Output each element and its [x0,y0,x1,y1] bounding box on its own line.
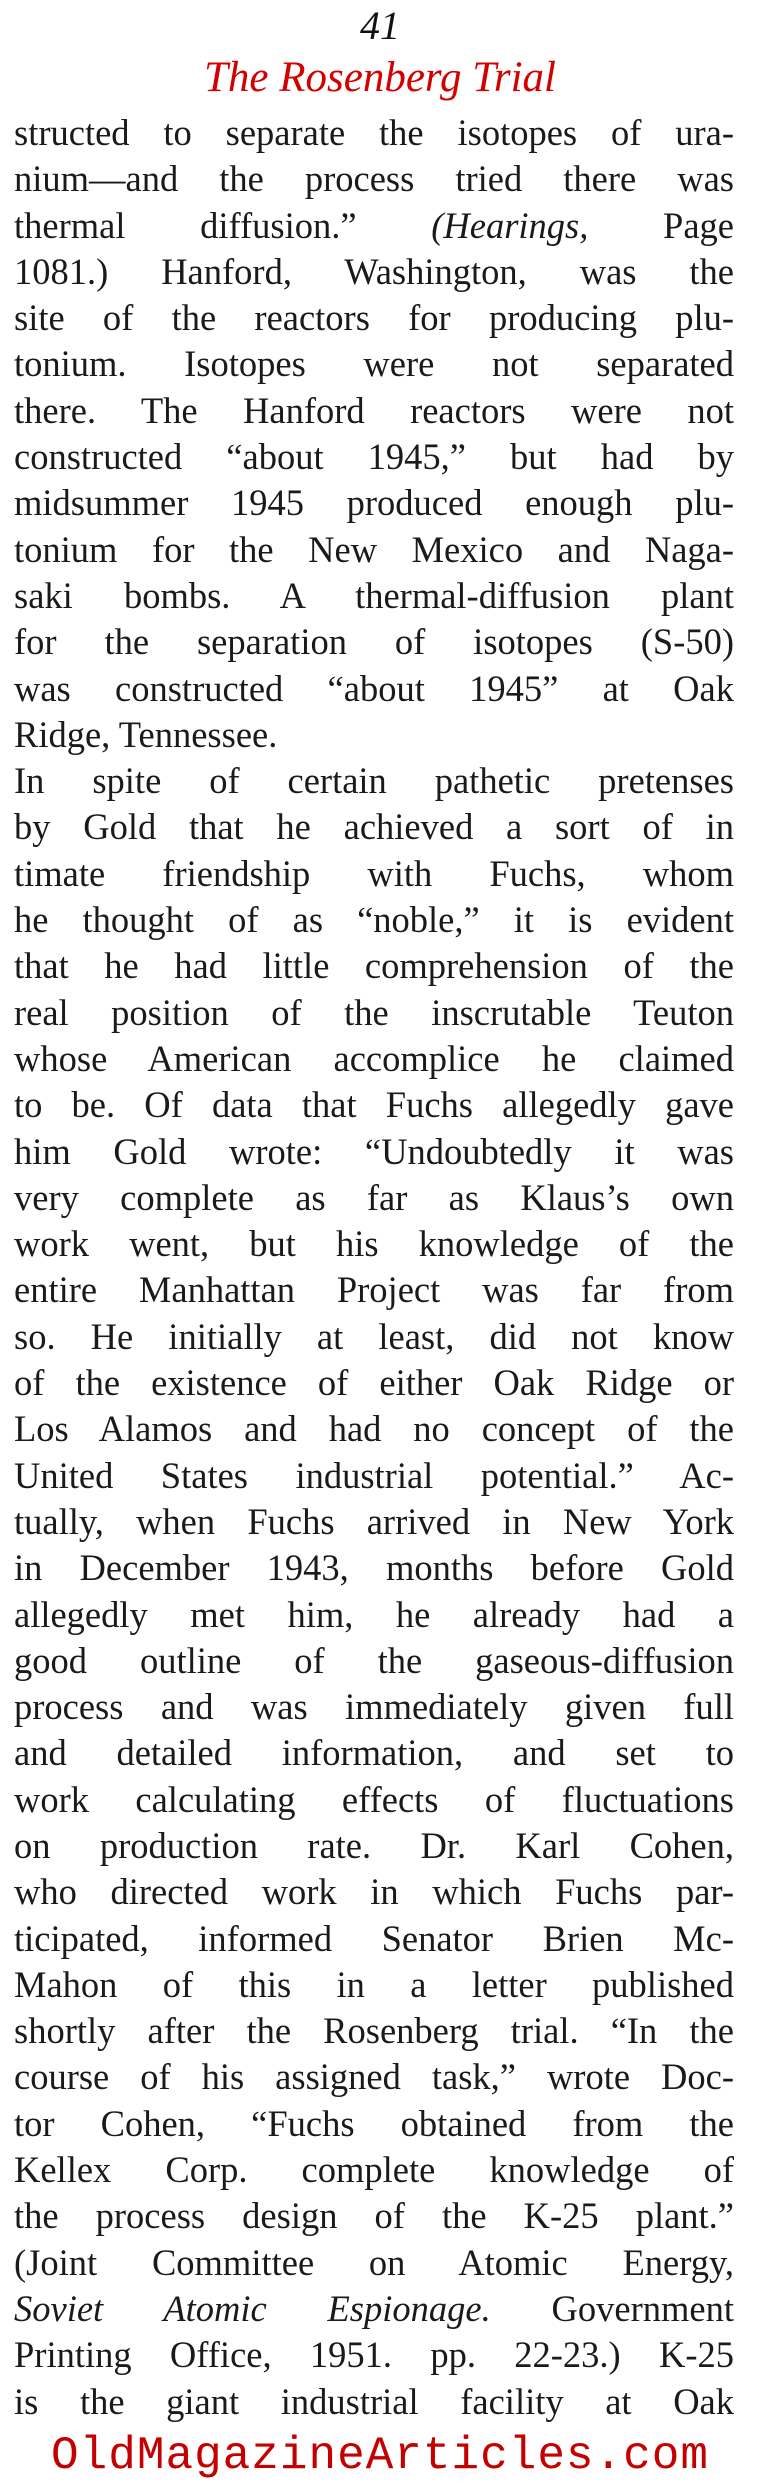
article-line: timate friendship with Fuchs, whom [14,852,734,894]
article-line: for the separation of isotopes (S-50) [14,621,734,663]
line-text: thermal diffusion.” [14,204,432,246]
article-line: of the existence of either Oak Ridge or [14,1362,734,1404]
article-line: site of the reactors for producing plu- [14,297,734,339]
article-line: tonium. Isotopes were not separated [14,343,734,385]
article-line: nium—and the process tried there was [14,158,734,200]
article-line: there. The Hanford reactors were not [14,389,734,431]
article-line [14,203,734,249]
article-line: (Joint Committee on Atomic Energy, [14,2241,734,2283]
article-line: Mahon of this in a letter published [14,1963,734,2005]
site-watermark[interactable]: OldMagazineArticles.com [51,2430,709,2482]
line-text-after: Page [588,204,734,246]
italic-citation: Soviet Atomic Espionage. [14,2287,491,2329]
article-line: saki bombs. A thermal-diffusion plant [14,574,734,616]
article-line: Ridge, Tennessee. [14,713,278,755]
article-line: tor Cohen, “Fuchs obtained from the [14,2102,734,2144]
article-line: that he had little comprehension of the [14,945,734,987]
article-line: United States industrial potential.” Ac- [14,1454,734,1496]
article-line: Printing Office, 1951. pp. 22-23.) K-25 [14,2334,734,2376]
article-line: so. He initially at least, did not know [14,1315,734,1357]
article-line: the process design of the K-25 plant.” [14,2195,734,2237]
article-line: by Gold that he achieved a sort of in [14,806,734,848]
article-line: to be. Of data that Fuchs allegedly gave [14,1084,734,1126]
article-line: who directed work in which Fuchs par- [14,1871,734,1913]
article-title: The Rosenberg Trial [204,54,556,101]
article-line: Los Alamos and had no concept of the [14,1408,734,1450]
article-line: is the giant industrial facility at Oak [14,2380,734,2422]
article-line: allegedly met him, he already had a [14,1593,734,1635]
article-line: In spite of certain pathetic pretenses [14,760,734,802]
article-line: structed to separate the isotopes of ura- [14,112,734,153]
article-line: very complete as far as Klaus’s own [14,1176,734,1218]
article-line: course of his assigned task,” wrote Doc- [14,2056,734,2098]
article-line: he thought of as “noble,” it is evident [14,899,734,941]
article-line: tually, when Fuchs arrived in New York [14,1500,734,1542]
article-body [14,110,734,2425]
article-line: and detailed information, and set to [14,1732,734,1774]
article-line: him Gold wrote: “Undoubtedly it was [14,1130,734,1172]
italic-citation: (Hearings, [431,204,589,246]
article-line: was constructed “about 1945” at Oak [14,667,734,709]
article-line: constructed “about 1945,” but had by [14,436,734,478]
article-line: good outline of the gaseous-diffusion [14,1639,734,1681]
article-line: shortly after the Rosenberg trial. “In the [14,2010,734,2052]
article-line: entire Manhattan Project was far from [14,1269,734,1311]
article-line: work went, but his knowledge of the [14,1223,734,1265]
article-line: 1081.) Hanford, Washington, was the [14,250,734,292]
article-line: Kellex Corp. complete knowledge of [14,2149,734,2191]
article-line: ticipated, informed Senator Brien Mc- [14,1917,734,1959]
article-line: whose American accomplice he claimed [14,1037,734,1079]
article-line: work calculating effects of fluctuations [14,1778,734,1820]
article-line: real position of the inscrutable Teuton [14,991,734,1033]
line-text-after: Government [490,2287,734,2329]
page-number: 41 [360,3,400,48]
article-line: process and was immediately given full [14,1686,734,1728]
article-line: in December 1943, months before Gold [14,1547,734,1589]
article-line: on production rate. Dr. Karl Cohen, [14,1824,734,1866]
article-line: tonium for the New Mexico and Naga- [14,528,734,570]
article-line [14,2286,734,2332]
article-line: midsummer 1945 produced enough plu- [14,482,734,524]
